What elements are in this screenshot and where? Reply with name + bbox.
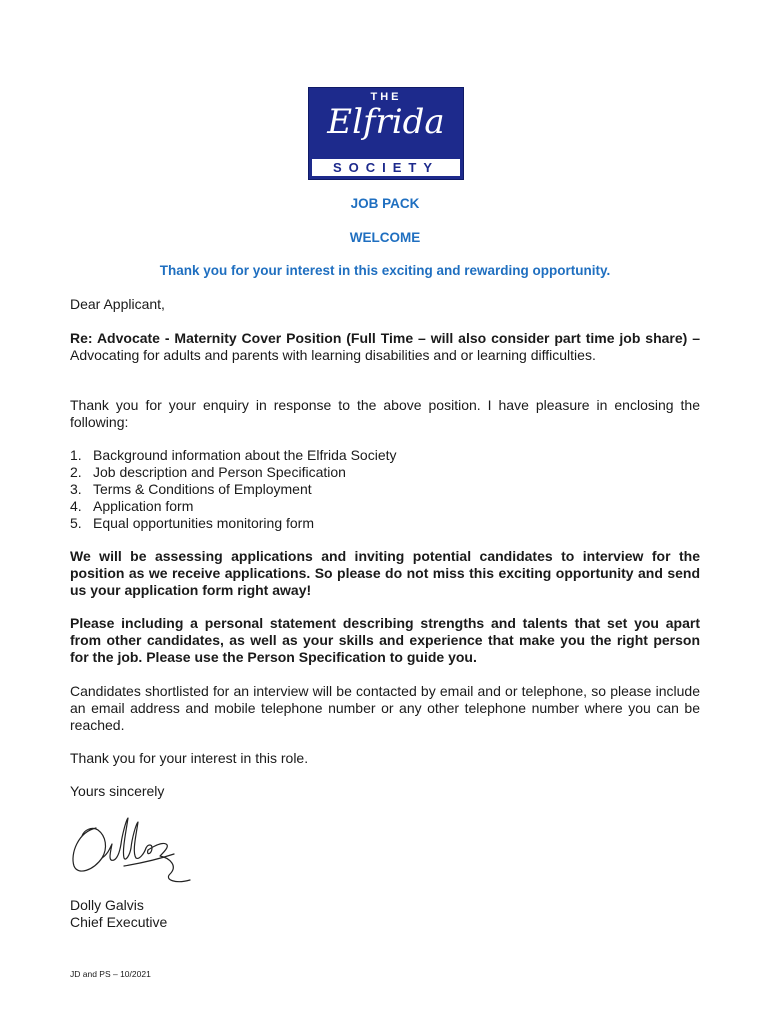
list-item-text: Application form [93, 498, 194, 514]
re-position-description: Advocating for adults and parents with learning disabilities and or learning difficulties. [70, 347, 596, 363]
salutation: Dear Applicant, [70, 296, 165, 312]
list-item-number: 1. [70, 447, 82, 463]
logo-society-text: SOCIETY [332, 160, 440, 175]
list-item [70, 447, 397, 464]
shortlisted-paragraph: Candidates shortlisted for an interview will be contacted by email and or telephone, so please include an email address and mobile telephone number or any other telephone number where you can be reached. [70, 683, 700, 733]
signatory-title: Chief Executive [70, 914, 168, 930]
list-item-number: 3. [70, 481, 82, 497]
list-item-number: 5. [70, 515, 82, 531]
logo-society-band [312, 159, 460, 176]
logo-name-text: Elfrida [327, 102, 445, 142]
enclosures-list [70, 447, 397, 532]
elfrida-society-logo [308, 87, 464, 180]
list-item-number: 2. [70, 464, 82, 480]
list-item [70, 515, 397, 532]
personal-statement-paragraph: Please including a personal statement describing strengths and talents that set you apart from other candidates, as well as your skills and experience that make you the right person for the job. Please use the Person Specification to guide you. [70, 615, 700, 665]
closing-line: Yours sincerely [70, 783, 165, 799]
list-item [70, 498, 397, 515]
intro-paragraph: Thank you for your enquiry in response to the above position. I have pleasure in enclosing the following: [70, 397, 700, 430]
list-item [70, 481, 397, 498]
list-item-text: Equal opportunities monitoring form [93, 515, 315, 531]
list-item [70, 464, 397, 481]
list-item-text: Terms & Conditions of Employment [93, 481, 312, 497]
list-item-number: 4. [70, 498, 82, 514]
list-item-text: Job description and Person Specification [93, 464, 346, 480]
logo-the-text: THE [370, 91, 402, 103]
thanks-role-paragraph: Thank you for your interest in this role. [70, 750, 309, 766]
document-footer: JD and PS – 10/2021 [70, 969, 151, 979]
list-item-text: Background information about the Elfrida Society [93, 447, 397, 463]
re-position-title: Re: Advocate - Maternity Cover Position (Full Time – will also consider part time job share) – [70, 330, 700, 346]
welcome-heading: WELCOME [349, 230, 421, 245]
job-pack-heading: JOB PACK [350, 196, 420, 211]
assessing-paragraph: We will be assessing applications and inviting potential candidates to interview for the position as we receive applications. So please do not miss this exciting opportunity and send us your application form right away! [70, 548, 700, 598]
handwritten-signature [66, 814, 206, 896]
signatory-name: Dolly Galvis [70, 897, 144, 913]
re-paragraph [70, 330, 700, 364]
thanks-heading: Thank you for your interest in this exciting and rewarding opportunity. [159, 263, 611, 278]
